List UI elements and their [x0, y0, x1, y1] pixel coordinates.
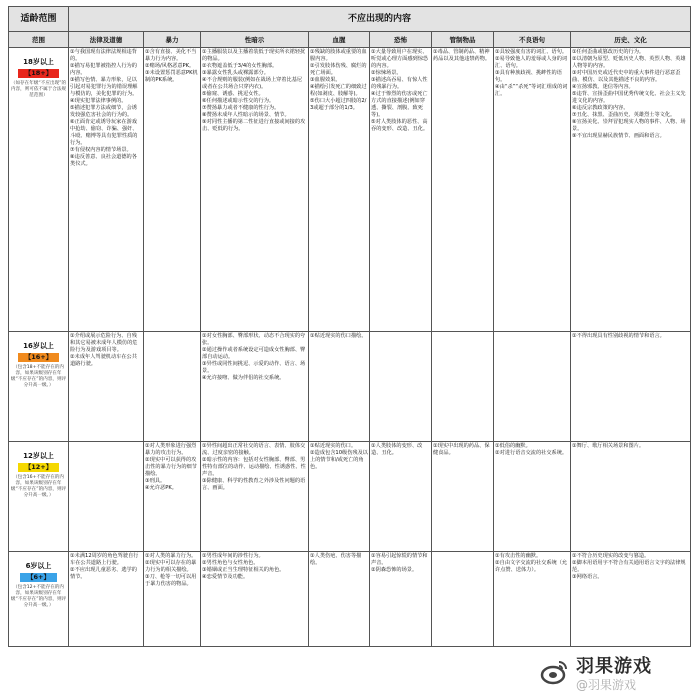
content-cell — [432, 48, 494, 332]
age-note: （包含16+不能存在的内容，如果该级别存在年级“不应存在”的内容，则评分升高一级。） — [10, 475, 67, 498]
content-cell — [69, 552, 144, 647]
subheader-6: 管制物品 — [432, 32, 494, 48]
rating-row — [9, 332, 691, 442]
content-item: ①与我国现有法律法规相违背的。 — [70, 49, 137, 62]
header-age-range: 适龄范围 — [9, 7, 69, 32]
age-label: 18岁以上 — [23, 58, 54, 66]
content-item: ③血腥效果。 — [310, 77, 341, 83]
content-item: ②男性角色与女性角色。 — [202, 560, 259, 566]
content-cell — [571, 552, 691, 647]
watermark-name: 羽果游戏 — [576, 656, 652, 677]
content-rating-table — [8, 6, 691, 647]
content-cell — [494, 332, 571, 442]
content-cell — [201, 552, 309, 647]
age-note: （如存在年级“不应出现”的内容，则可依不属于合法规范范围） — [10, 81, 67, 98]
content-item: ③网络语言。 — [572, 574, 603, 580]
content-cell — [494, 552, 571, 647]
content-item: ②脚本用语用字不符合有关通用语言文字的法律规范。 — [572, 560, 686, 573]
content-item: ②赌场/风格恶意PK。 — [145, 63, 195, 69]
content-cell — [370, 48, 432, 332]
content-cell — [370, 442, 432, 552]
age-cell — [9, 442, 69, 552]
content-cell — [201, 48, 309, 332]
content-item: ②引发肢体伤残、腐烂的死亡场面。 — [310, 63, 367, 76]
age-note: （包含12+不能存在的内容，如果该级别存在年级“不应存在”的内容，则评分升高一级。） — [10, 585, 67, 608]
content-item: ①介绍或展示危险行为、自残和其它易被未成年人模仿的危险行为及游戏项目等。 — [70, 333, 138, 353]
content-cell — [432, 332, 494, 442]
content-item: ①对人类的暴力行为。 — [145, 553, 197, 559]
content-item: ②阴森恐怖的场景。 — [371, 567, 418, 573]
content-item: ①未满12周岁的角色驾驶自行车在公共道路上行驶。 — [70, 553, 139, 566]
content-item: ⑤描述犯罪方法或细节，会诱发较强危害社会的行为的。 — [70, 105, 137, 118]
content-item: ⑤违背、宣扬歪曲中国优秀传统文化、社会主义先进文化的内容。 — [572, 91, 686, 104]
content-item: ②以清朝为原型、贬低历史人物、英烈人物、英雄人物等的内容。 — [572, 56, 686, 69]
content-item: ⑨对同性主播的第二性征进行直接或间接的攻击、贬低的行为。 — [202, 119, 306, 132]
header-prohibited-content: 不应出现的内容 — [69, 7, 691, 32]
subheader-4: 血腥 — [309, 32, 370, 48]
content-cell — [309, 442, 370, 552]
content-item: ①具较强度有害的词汇、语句。 — [495, 49, 568, 55]
age-label: 12岁以上 — [23, 452, 54, 460]
content-item: ⑥任何描述或暗示性交的行为。 — [202, 98, 275, 104]
content-cell — [201, 442, 309, 552]
watermark — [540, 646, 690, 694]
content-item: ③刑具。 — [145, 478, 166, 484]
content-item: ①舞厅、歌厅相关场景和图片。 — [572, 443, 645, 449]
rating-row — [9, 48, 691, 332]
content-item: ②未成年人驾驶机动车在公共道路行驶。 — [70, 354, 137, 367]
content-cell — [144, 552, 201, 647]
content-item: ④恋爱情节及功能。 — [202, 574, 249, 580]
content-item: ⑦丑化、抹黑、歪曲历史、英雄烈士等文化。 — [572, 112, 676, 118]
content-cell — [69, 48, 144, 332]
content-cell — [571, 48, 691, 332]
weibo-logo-icon — [540, 656, 570, 686]
subheader-8: 历史、文化 — [571, 32, 691, 48]
content-item: ⑦赞扬暴力或者不健康的性行为。 — [202, 105, 280, 111]
age-badge: 【12+】 — [18, 463, 60, 472]
content-item: ①对女性胸部、臀部形状、动态不合现实的夸张。 — [202, 333, 306, 346]
content-item: ④宣扬邪教、迷信等内容。 — [572, 84, 634, 90]
content-item: ④描绘引发死亡的细致过程(如剥皮、肢解等)。 — [310, 84, 367, 97]
content-item: ①贴近现实的伤口描绘。 — [310, 333, 367, 339]
content-item: ③暴露女性乳头或裸露部分。 — [202, 70, 269, 76]
content-item: ①低俗的幽默。 — [495, 443, 531, 449]
content-item: ③异性或同性间挑逗、示爱的动作、语言、场景。 — [202, 361, 306, 374]
age-note: （包含18+不能存在的内容，如果该级别存在年级“不应存在”的内容，则评分升高一级。） — [10, 365, 67, 388]
content-item: ⑨不宜出现显赫民族情节、画面和语言。 — [572, 133, 665, 139]
age-label: 6岁以上 — [25, 562, 52, 570]
content-item: ③对中国历史或近代史中的重大事件进行恶意歪曲、模仿、以及其他描述不良的内容。 — [572, 70, 681, 83]
content-cell — [432, 442, 494, 552]
content-item: ④允许接吻、做为伴侣的社交系统。 — [202, 375, 285, 381]
content-cell — [494, 48, 571, 332]
content-item: ②通过操作或者系统设定可造成女性胸部、臀部自动运动。 — [202, 347, 306, 360]
content-item: ③除健康、科学的性教育之外涉及性问题的语言、画面。 — [202, 478, 306, 491]
content-item: ①容易引起惊慌的情节和声音。 — [371, 553, 428, 566]
content-item: ①贴近现实的伤口。 — [310, 443, 357, 449]
content-item: ③未设置惩罚恶意PK机制的PK系统。 — [145, 70, 198, 83]
rating-row — [9, 552, 691, 647]
age-cell — [9, 552, 69, 647]
age-cell — [9, 48, 69, 332]
content-item: ②衣物遮盖低于3/4的女性胸部。 — [202, 63, 278, 69]
content-item: ①不符合历史现实的改变与篡造。 — [572, 553, 650, 559]
subheader-3: 性暗示 — [201, 32, 309, 48]
subheader-5: 恐怖 — [370, 32, 432, 48]
age-badge: 【18+】 — [18, 69, 60, 78]
content-item: ①有攻击性的幽默。 — [495, 553, 542, 559]
content-item: ①不得出现具有性别歧视的情节和语言。 — [572, 333, 665, 339]
content-cell — [69, 332, 144, 442]
content-item: ①现实中出现的药品、保健食品。 — [433, 443, 490, 456]
subheader-2: 暴力 — [144, 32, 201, 48]
content-item: ①主播服装以及主播着装低于现实所衣裙轻扰的物品。 — [202, 49, 306, 62]
content-item: ③婚姻或正当生理特征相关的角色。 — [202, 567, 285, 573]
content-item: ②现实中可以存在的暴力行为的相关描绘。 — [145, 560, 197, 573]
content-item: ⑤伤口大小超过四肢的2/3或超于部分的1/3。 — [310, 98, 367, 111]
content-item: ③具有种族歧视、挑衅性的语句。 — [495, 70, 562, 83]
content-item: ⑤对人类肢体的恶性、高吞的变形、改造、丑化。 — [371, 119, 429, 132]
content-item: ⑧赞扬未成年人性暗示的场景、情节。 — [202, 112, 290, 118]
content-cell — [309, 552, 370, 647]
content-item: ②现实中可以获得的攻击性的暴力行为的细节描绘。 — [145, 457, 197, 477]
content-cell — [309, 48, 370, 332]
content-item: ②造成包含10级伤残及以上的情节和/或死亡的角色。 — [310, 450, 368, 470]
content-item: ④过于惨烈的伤害或死亡方式的直接描述(例如穿透、撕裂、剖腹、致死等)。 — [371, 91, 428, 118]
content-item: ①大量导致用户在现实、听觉或心理方面感到惊恐的内容。 — [371, 49, 429, 69]
table-header-row — [9, 7, 691, 32]
content-item: ①人类伤疤、伤害等描绘。 — [310, 553, 362, 566]
content-item: ①任何歪曲或篡改历史的行为。 — [572, 49, 645, 55]
content-cell — [144, 332, 201, 442]
content-item: ②自由文字交流的社交系统（允许点赞、送体力）。 — [495, 560, 568, 573]
content-item: ⑤偷窥、诱惑、挑逗女性。 — [202, 91, 264, 97]
content-cell — [370, 332, 432, 442]
content-item: ②对进行语音交流的社交系统。 — [495, 450, 568, 456]
subheader-0: 范围 — [9, 32, 69, 48]
content-item: ④允许恶PK。 — [145, 485, 177, 491]
content-item: ②不应出现儿童恶劣、逃学的情节。 — [70, 567, 137, 580]
content-item: ⑧违反善意、良社会道德的各类仪式。 — [70, 154, 137, 167]
content-item: ③描述高吞易、有惊人性的残暴行为。 — [371, 77, 428, 90]
content-item: ①含有直接、美化不当暴力行为内容。 — [145, 49, 197, 62]
subheader-7: 不良语句 — [494, 32, 571, 48]
content-item: ③刀、枪等一切可以用于暴力伤害的物品。 — [145, 574, 197, 587]
content-item: ③描写色情、暴力形象，足以引起对易犯罪行为的错误理解与模仿的，美化犯罪的行为。 — [70, 77, 138, 97]
age-badge: 【16+】 — [18, 353, 60, 362]
content-item: ①男性成年间的涉性行为。 — [202, 553, 264, 559]
content-cell — [144, 442, 201, 552]
content-item: ④不合规则的服装(例如在战场上穿着比基尼或者在公共场合只穿内衣)。 — [202, 77, 303, 90]
content-item: ⑧宣扬美化、崇拜冒犯现实人物的事件、人物、场景。 — [572, 119, 686, 132]
content-cell — [494, 442, 571, 552]
content-item: ①残缺的肢体或重要的血腥内容。 — [310, 49, 367, 62]
subheader-1: 法律及道德 — [69, 32, 144, 48]
content-cell — [309, 332, 370, 442]
age-cell — [9, 332, 69, 442]
table-subheader-row — [9, 32, 691, 48]
content-cell — [571, 442, 691, 552]
content-cell — [571, 332, 691, 442]
content-item: ⑥违反宗教政策的内容。 — [572, 105, 629, 111]
content-item: ④由“杀”“杀死”等词汇组成的词汇。 — [495, 84, 568, 97]
rating-row — [9, 442, 691, 552]
age-label: 16岁以上 — [23, 342, 54, 350]
content-item: ②暗示性的内容：包括对女性胸部、臀部、男性特有部位的动作、运动描绘、性诱惑性、性声音。 — [202, 457, 306, 477]
content-cell — [370, 552, 432, 647]
content-item: ⑦有侵权内容的情节场景。 — [70, 147, 132, 153]
content-item: ②易导致他人的羞辱或人身的词汇、语句。 — [495, 56, 568, 69]
content-item: ④现实犯罪法律事例的。 — [70, 98, 127, 104]
content-cell — [432, 552, 494, 647]
content-item: ①人类肢体的变形、改造、丑化。 — [371, 443, 423, 456]
content-item: ①异性间超出正常社交的语言、表情、肢体交流、过度亲密的接触。 — [202, 443, 306, 456]
watermark-sub: @羽果游戏 — [576, 678, 637, 692]
content-item: ①毒品、管制药品、精神药品以及其他违禁药物。 — [433, 49, 491, 62]
content-item: ⑥正面肯定或诱导玩家在游戏中抢劫、偷窃、诈骗、强奸、斗殴、赌博等具有犯罪性质的行为。 — [70, 119, 138, 146]
content-item: ①对人类形象进行强烈暴力的攻击行为。 — [145, 443, 197, 456]
content-cell — [69, 442, 144, 552]
content-item: ②描写易犯罪被指控人行为的内容。 — [70, 63, 137, 76]
content-cell — [201, 332, 309, 442]
content-item: ②惊悚场景。 — [371, 70, 402, 76]
age-badge: 【6+】 — [20, 573, 57, 582]
content-cell — [144, 48, 201, 332]
